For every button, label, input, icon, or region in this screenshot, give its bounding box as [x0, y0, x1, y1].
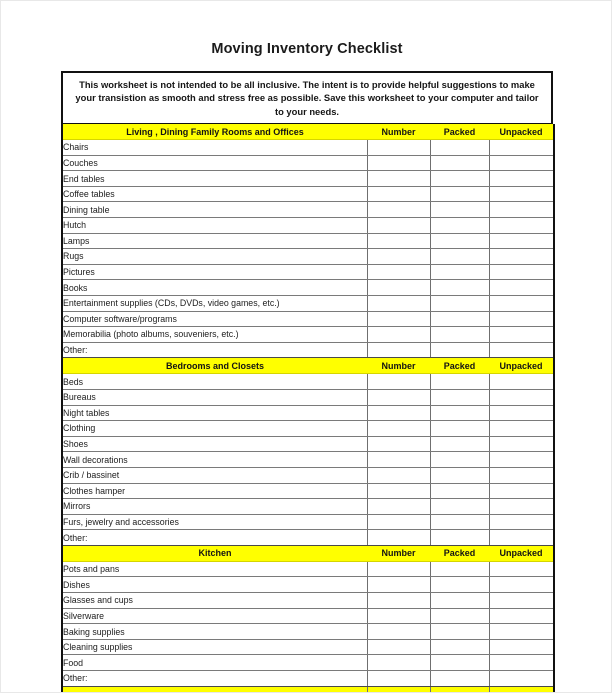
- section-title: Kitchen: [62, 545, 367, 561]
- item-label: Beds: [62, 374, 367, 390]
- item-label: Couches: [62, 155, 367, 171]
- packed-input-cell[interactable]: [430, 233, 489, 249]
- column-header-packed: Packed: [430, 124, 489, 140]
- packed-input-cell[interactable]: [430, 389, 489, 405]
- packed-input-cell[interactable]: [430, 327, 489, 343]
- unpacked-input-cell[interactable]: [489, 311, 554, 327]
- number-input-cell[interactable]: [367, 639, 430, 655]
- section-title: Bedrooms and Closets: [62, 358, 367, 374]
- packed-input-cell[interactable]: [430, 295, 489, 311]
- item-label: Memorabilia (photo albums, souveniers, etc.): [62, 327, 367, 343]
- table-row: [62, 171, 554, 187]
- unpacked-input-cell[interactable]: [489, 421, 554, 437]
- packed-input-cell[interactable]: [430, 452, 489, 468]
- number-input-cell[interactable]: [367, 561, 430, 577]
- table-row: [62, 140, 554, 156]
- item-label: Other:: [62, 342, 367, 358]
- packed-input-cell[interactable]: [430, 218, 489, 234]
- table-row: [62, 624, 554, 640]
- packed-input-cell[interactable]: [430, 171, 489, 187]
- clipped-strip-number: [367, 686, 430, 692]
- item-label: Dining table: [62, 202, 367, 218]
- unpacked-input-cell[interactable]: [489, 342, 554, 358]
- number-input-cell[interactable]: [367, 577, 430, 593]
- table-row: [62, 155, 554, 171]
- table-row: [62, 514, 554, 530]
- packed-input-cell[interactable]: [430, 186, 489, 202]
- table-row: [62, 389, 554, 405]
- number-input-cell[interactable]: [367, 264, 430, 280]
- table-row: [62, 655, 554, 671]
- packed-input-cell[interactable]: [430, 483, 489, 499]
- item-label: Night tables: [62, 405, 367, 421]
- unpacked-input-cell[interactable]: [489, 593, 554, 609]
- unpacked-input-cell[interactable]: [489, 639, 554, 655]
- unpacked-input-cell[interactable]: [489, 452, 554, 468]
- table-row: [62, 249, 554, 265]
- item-label: Crib / bassinet: [62, 467, 367, 483]
- item-label: Chairs: [62, 140, 367, 156]
- item-label: Pots and pans: [62, 561, 367, 577]
- table-row: [62, 311, 554, 327]
- table-row: [62, 608, 554, 624]
- item-label: Dishes: [62, 577, 367, 593]
- number-input-cell[interactable]: [367, 483, 430, 499]
- packed-input-cell[interactable]: [430, 311, 489, 327]
- item-label: Clothes hamper: [62, 483, 367, 499]
- item-label: Rugs: [62, 249, 367, 265]
- unpacked-input-cell[interactable]: [489, 671, 554, 687]
- unpacked-input-cell[interactable]: [489, 249, 554, 265]
- table-row: [62, 233, 554, 249]
- number-input-cell[interactable]: [367, 421, 430, 437]
- packed-input-cell[interactable]: [430, 421, 489, 437]
- clipped-strip-packed: [430, 686, 489, 692]
- packed-input-cell[interactable]: [430, 639, 489, 655]
- number-input-cell[interactable]: [367, 140, 430, 156]
- table-row: [62, 483, 554, 499]
- number-input-cell[interactable]: [367, 155, 430, 171]
- table-row: [62, 295, 554, 311]
- item-label: Furs, jewelry and accessories: [62, 514, 367, 530]
- number-input-cell[interactable]: [367, 218, 430, 234]
- unpacked-input-cell[interactable]: [489, 561, 554, 577]
- clipped-section-header-strip: [62, 686, 554, 692]
- table-row: [62, 421, 554, 437]
- table-row: [62, 186, 554, 202]
- unpacked-input-cell[interactable]: [489, 374, 554, 390]
- table-row: [62, 202, 554, 218]
- section-header-row: [62, 358, 554, 374]
- packed-input-cell[interactable]: [430, 202, 489, 218]
- item-label: Food: [62, 655, 367, 671]
- packed-input-cell[interactable]: [430, 467, 489, 483]
- column-header-packed: Packed: [430, 358, 489, 374]
- column-header-unpacked: Unpacked: [489, 545, 554, 561]
- column-header-unpacked: Unpacked: [489, 124, 554, 140]
- unpacked-input-cell[interactable]: [489, 186, 554, 202]
- item-label: Shoes: [62, 436, 367, 452]
- unpacked-input-cell[interactable]: [489, 171, 554, 187]
- item-label: Books: [62, 280, 367, 296]
- number-input-cell[interactable]: [367, 655, 430, 671]
- number-input-cell[interactable]: [367, 186, 430, 202]
- unpacked-input-cell[interactable]: [489, 155, 554, 171]
- unpacked-input-cell[interactable]: [489, 264, 554, 280]
- packed-input-cell[interactable]: [430, 593, 489, 609]
- unpacked-input-cell[interactable]: [489, 467, 554, 483]
- number-input-cell[interactable]: [367, 608, 430, 624]
- unpacked-input-cell[interactable]: [489, 436, 554, 452]
- packed-input-cell[interactable]: [430, 624, 489, 640]
- number-input-cell[interactable]: [367, 342, 430, 358]
- clipped-strip-item: [62, 686, 367, 692]
- item-label: Other:: [62, 530, 367, 546]
- unpacked-input-cell[interactable]: [489, 233, 554, 249]
- column-header-number: Number: [367, 358, 430, 374]
- number-input-cell[interactable]: [367, 499, 430, 515]
- number-input-cell[interactable]: [367, 671, 430, 687]
- item-label: Glasses and cups: [62, 593, 367, 609]
- table-row: [62, 593, 554, 609]
- unpacked-input-cell[interactable]: [489, 514, 554, 530]
- packed-input-cell[interactable]: [430, 530, 489, 546]
- unpacked-input-cell[interactable]: [489, 483, 554, 499]
- number-input-cell[interactable]: [367, 389, 430, 405]
- inventory-table: [61, 124, 555, 692]
- table-row: [62, 405, 554, 421]
- instruction-notice: This worksheet is not intended to be all inclusive. The intent is to provide helpful suggestions to make your transistion as smooth and stress free as possible. Save this worksheet to your computer and tailor to your needs.: [61, 71, 553, 124]
- table-row: [62, 342, 554, 358]
- unpacked-input-cell[interactable]: [489, 295, 554, 311]
- section-header-row: [62, 545, 554, 561]
- clipped-strip-unpacked: [489, 686, 554, 692]
- number-input-cell[interactable]: [367, 202, 430, 218]
- packed-input-cell[interactable]: [430, 342, 489, 358]
- section-header-row: [62, 124, 554, 140]
- unpacked-input-cell[interactable]: [489, 577, 554, 593]
- number-input-cell[interactable]: [367, 374, 430, 390]
- table-row: [62, 218, 554, 234]
- number-input-cell[interactable]: [367, 467, 430, 483]
- packed-input-cell[interactable]: [430, 249, 489, 265]
- column-header-number: Number: [367, 124, 430, 140]
- section-title: Living , Dining Family Rooms and Offices: [62, 124, 367, 140]
- column-header-unpacked: Unpacked: [489, 358, 554, 374]
- table-row: [62, 327, 554, 343]
- packed-input-cell[interactable]: [430, 499, 489, 515]
- item-label: Clothing: [62, 421, 367, 437]
- table-row: [62, 280, 554, 296]
- item-label: Bureaus: [62, 389, 367, 405]
- number-input-cell[interactable]: [367, 249, 430, 265]
- number-input-cell[interactable]: [367, 593, 430, 609]
- inventory-table-body: [62, 124, 554, 692]
- item-label: End tables: [62, 171, 367, 187]
- number-input-cell[interactable]: [367, 233, 430, 249]
- packed-input-cell[interactable]: [430, 280, 489, 296]
- number-input-cell[interactable]: [367, 295, 430, 311]
- unpacked-input-cell[interactable]: [489, 327, 554, 343]
- number-input-cell[interactable]: [367, 514, 430, 530]
- table-row: [62, 561, 554, 577]
- item-label: Hutch: [62, 218, 367, 234]
- unpacked-input-cell[interactable]: [489, 405, 554, 421]
- page-title: Moving Inventory Checklist: [211, 41, 403, 57]
- table-row: [62, 452, 554, 468]
- table-row: [62, 467, 554, 483]
- packed-input-cell[interactable]: [430, 264, 489, 280]
- number-input-cell[interactable]: [367, 311, 430, 327]
- table-row: [62, 264, 554, 280]
- item-label: Cleaning supplies: [62, 639, 367, 655]
- item-label: Other:: [62, 671, 367, 687]
- unpacked-input-cell[interactable]: [489, 624, 554, 640]
- packed-input-cell[interactable]: [430, 655, 489, 671]
- unpacked-input-cell[interactable]: [489, 280, 554, 296]
- table-row: [62, 577, 554, 593]
- packed-input-cell[interactable]: [430, 514, 489, 530]
- item-label: Baking supplies: [62, 624, 367, 640]
- number-input-cell[interactable]: [367, 530, 430, 546]
- item-label: Computer software/programs: [62, 311, 367, 327]
- packed-input-cell[interactable]: [430, 155, 489, 171]
- number-input-cell[interactable]: [367, 405, 430, 421]
- item-label: Coffee tables: [62, 186, 367, 202]
- number-input-cell[interactable]: [367, 624, 430, 640]
- unpacked-input-cell[interactable]: [489, 389, 554, 405]
- table-row: [62, 639, 554, 655]
- number-input-cell[interactable]: [367, 452, 430, 468]
- unpacked-input-cell[interactable]: [489, 655, 554, 671]
- column-header-packed: Packed: [430, 545, 489, 561]
- packed-input-cell[interactable]: [430, 608, 489, 624]
- packed-input-cell[interactable]: [430, 561, 489, 577]
- number-input-cell[interactable]: [367, 280, 430, 296]
- unpacked-input-cell[interactable]: [489, 608, 554, 624]
- item-label: Mirrors: [62, 499, 367, 515]
- number-input-cell[interactable]: [367, 171, 430, 187]
- column-header-number: Number: [367, 545, 430, 561]
- item-label: Entertainment supplies (CDs, DVDs, video games, etc.): [62, 295, 367, 311]
- number-input-cell[interactable]: [367, 327, 430, 343]
- number-input-cell[interactable]: [367, 436, 430, 452]
- packed-input-cell[interactable]: [430, 405, 489, 421]
- table-row: [62, 499, 554, 515]
- packed-input-cell[interactable]: [430, 140, 489, 156]
- table-row: [62, 530, 554, 546]
- table-row: [62, 374, 554, 390]
- inventory-sheet: [61, 71, 553, 692]
- item-label: Silverware: [62, 608, 367, 624]
- packed-input-cell[interactable]: [430, 671, 489, 687]
- item-label: Pictures: [62, 264, 367, 280]
- unpacked-input-cell[interactable]: [489, 202, 554, 218]
- packed-input-cell[interactable]: [430, 374, 489, 390]
- item-label: Wall decorations: [62, 452, 367, 468]
- unpacked-input-cell[interactable]: [489, 499, 554, 515]
- table-row: [62, 436, 554, 452]
- packed-input-cell[interactable]: [430, 436, 489, 452]
- table-row: [62, 671, 554, 687]
- packed-input-cell[interactable]: [430, 577, 489, 593]
- unpacked-input-cell[interactable]: [489, 218, 554, 234]
- unpacked-input-cell[interactable]: [489, 140, 554, 156]
- unpacked-input-cell[interactable]: [489, 530, 554, 546]
- item-label: Lamps: [62, 233, 367, 249]
